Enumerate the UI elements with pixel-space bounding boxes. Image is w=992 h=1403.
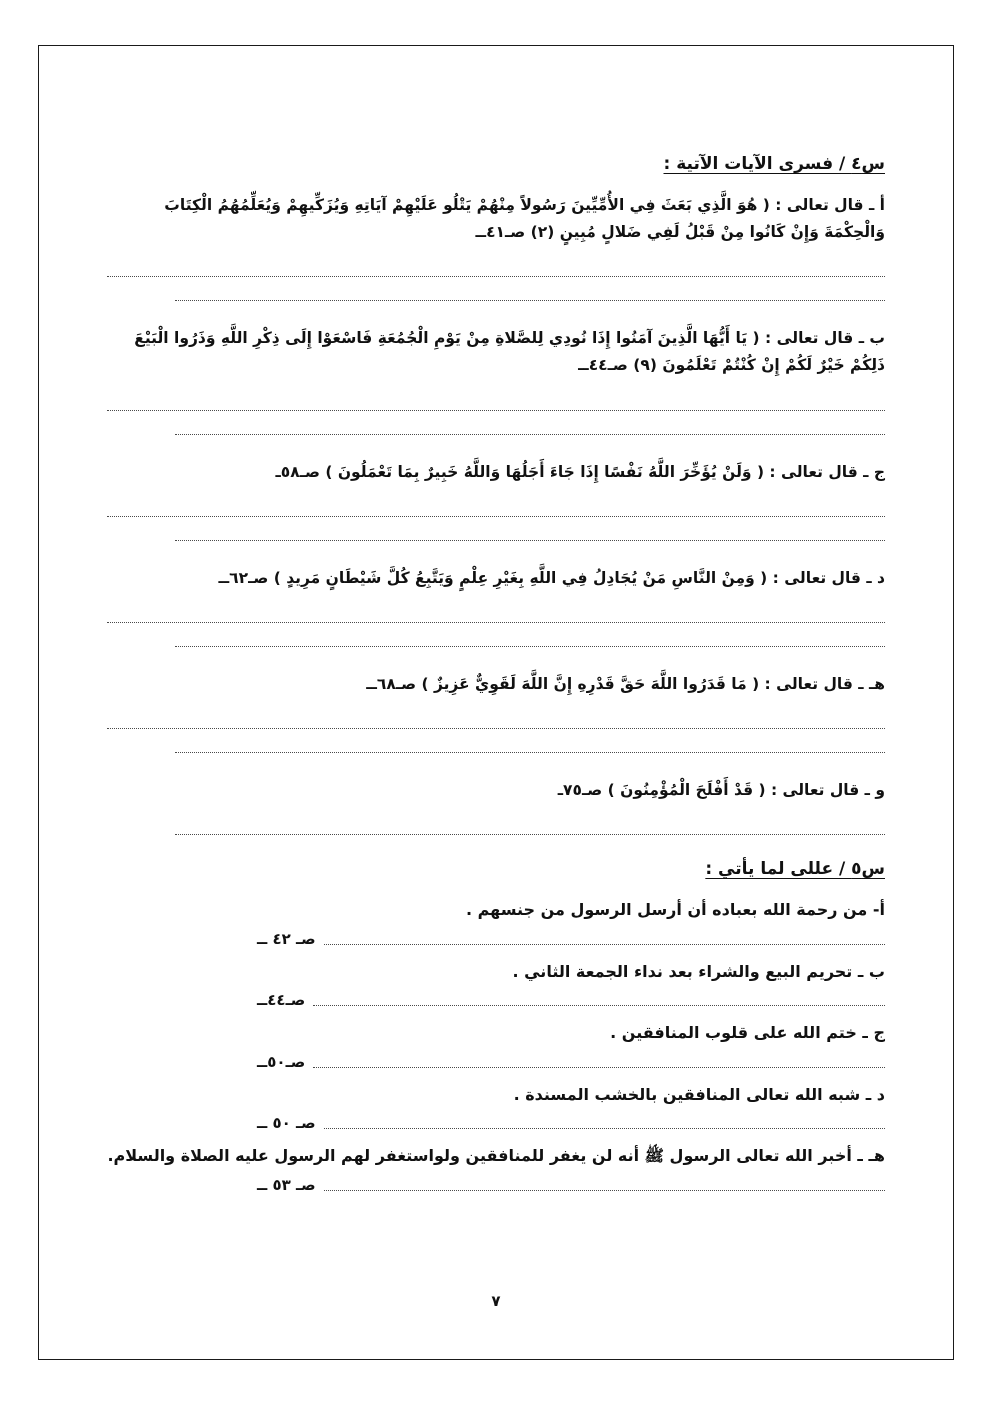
verse-text-e: هـ ـ قال تعالى : ( مَا قَدَرُوا اللَّهَ حَقَّ قَدْرِهِ إِنَّ اللَّهَ لَقَوِيٌّ عَزِيزٌ ) صـ٦٨ــ [366,674,885,693]
answer-dotted-line [175,626,885,647]
reason-text-e: هـ ـ أخبر الله تعالى الرسول ﷺ أنه لن يغفر للمنافقين ولواستغفر لهم الرسول عليه الصلاة والسلام. [107,1146,885,1166]
verse-text-a: أ ـ قال تعالى : ( هُوَ الَّذِي بَعَثَ فِي الأُمِّيِّينَ رَسُولاً مِنْهُمْ يَتْلُو عَلَيْهِمْ آيَاتِهِ وَيُزَكِّيهِمْ وَيُعَلِّمُهُمُ الْكِتَابَ وَالْحِكْمَةَ وَإِنْ كَانُوا مِنْ قَبْلُ لَفِي ضَلالٍ مُبِينٍ (٢) صـ٤١ــ [164,196,885,242]
answer-dotted-line [175,732,885,753]
page-number: ٧ [491,1292,501,1310]
reason-item-e [107,1143,885,1194]
section5-title: س٥ / عللى لما يأتي : [705,859,885,879]
answer-dotted-line [107,390,885,411]
answer-dotted-line [313,991,885,1006]
verse-text-f: و ـ قال تعالى : ( قَدْ أَفْلَحَ الْمُؤْمِنُونَ ) صـ٧٥ـ [557,780,885,799]
reason-item-d [107,1082,885,1133]
answer-dotted-line [175,520,885,541]
verse-text-d: د ـ قال تعالى : ( وَمِنْ النَّاسِ مَنْ يُجَادِلُ فِي اللَّهِ بِغَيْرِ عِلْمٍ وَيَتَّبِعُ كُلَّ شَيْطَانٍ مَرِيدٍ ) صـ٦٢ــ [218,568,885,587]
answer-dotted-line [324,1176,885,1191]
reason-item-a [107,897,885,948]
answer-dotted-line [324,1114,885,1129]
verse-text-b: ب ـ قال تعالى : ( يَا أَيُّهَا الَّذِينَ آمَنُوا إِذَا نُودِي لِلصَّلاةِ مِنْ يَوْمِ الْجُمُعَةِ فَاسْعَوْا إِلَى ذِكْرِ اللَّهِ وَذَرُوا الْبَيْعَ ذَلِكُمْ خَيْرٌ لَكُمْ إِنْ كُنْتُمْ تَعْلَمُونَ (٩) صـ٤٤ــ [134,329,885,375]
answer-dotted-line [107,256,885,277]
tafsir-item-a [107,192,885,301]
page-content [107,154,885,1205]
page-border [38,45,954,1360]
answer-ref-line [257,927,885,948]
reason-text-b: ب ـ تحريم البيع والشراء بعد نداء الجمعة الثاني . [512,961,885,981]
answer-ref-line [257,1173,885,1194]
tafsir-item-f [107,777,885,835]
answer-dotted-line [107,602,885,623]
reason-text-c: ج ـ ختم الله على قلوب المنافقين . [610,1023,885,1043]
reason-text-a: أ- من رحمة الله بعباده أن أرسل الرسول من جنسهم . [465,900,885,919]
page-ref: صـ ٥٣ ــ [257,1175,316,1194]
answer-dotted-line [324,930,885,945]
answer-dotted-line [313,1053,885,1068]
answer-ref-line [257,1050,885,1071]
section4-title: س٤ / فسرى الآيات الآتية : [663,154,885,174]
tafsir-item-e [107,671,885,753]
answer-dotted-line [175,814,885,835]
answer-dotted-line [175,280,885,301]
answer-dotted-line [175,414,885,435]
section5 [107,859,885,1194]
page-ref: صـ ٥٠ ــ [257,1114,316,1133]
answer-dotted-line [107,708,885,729]
page-ref: صـ٥٠ــ [257,1052,306,1071]
tafsir-item-d [107,565,885,647]
answer-dotted-line [107,496,885,517]
answer-ref-line [257,1111,885,1133]
tafsir-item-c [107,459,885,541]
reason-item-b [107,959,885,1010]
tafsir-item-b [107,325,885,434]
answer-ref-line [257,988,885,1010]
reason-item-c [107,1020,885,1071]
page-ref: صـ ٤٢ ــ [257,929,316,948]
verse-text-c: ج ـ قال تعالى : ( وَلَنْ يُؤَخِّرَ اللَّهُ نَفْسًا إِذَا جَاءَ أَجَلُهَا وَاللَّهُ خَبِيرٌ بِمَا تَعْمَلُونَ ) صـ٥٨ـ [275,462,885,481]
reason-text-d: د ـ شبه الله تعالى المنافقين بالخشب المسندة . [513,1084,885,1104]
page-ref: صـ٤٤ــ [257,991,306,1010]
